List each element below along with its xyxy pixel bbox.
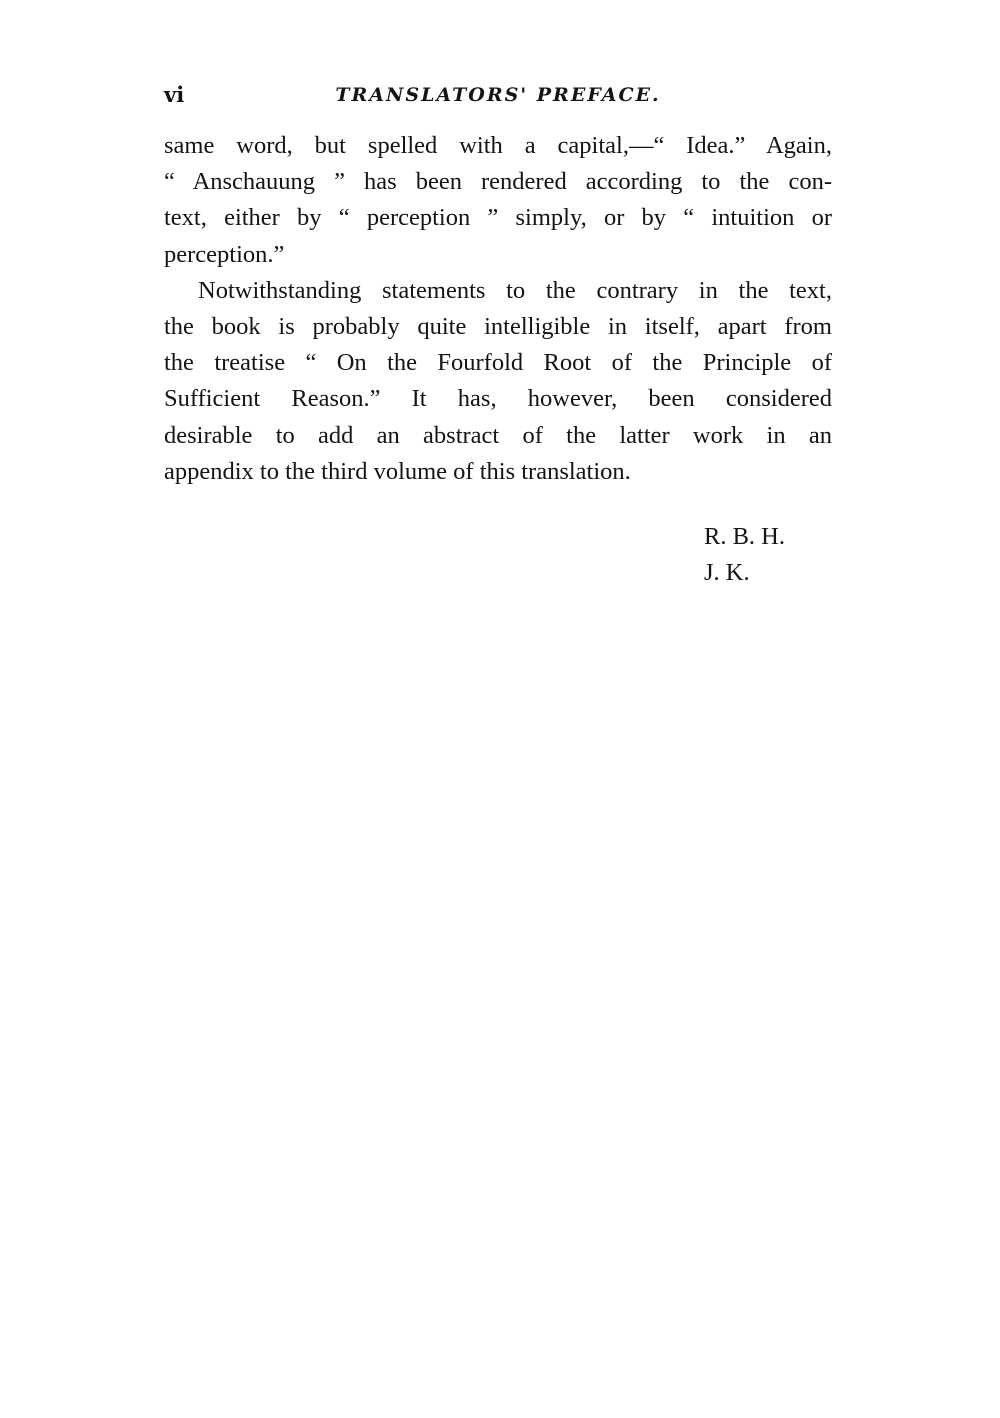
text-line: the book is probably quite intelligible in itself, apart from: [164, 312, 832, 340]
paragraph-1: [164, 128, 832, 273]
text-line: the treatise “ On the Fourfold Root of the Principle of: [164, 349, 832, 377]
text-line: text, either by “ perception ” simply, or by “ intuition or: [164, 204, 832, 232]
translator-signature: [704, 519, 785, 591]
text-line: appendix to the third volume of this translation.: [164, 457, 631, 485]
signature-initials-1: R. B. H.: [704, 523, 786, 550]
preface-body: [164, 128, 832, 490]
text-line: Notwithstanding statements to the contrary in the text,: [198, 276, 832, 304]
text-line: Sufficient Reason.” It has, however, been considered: [164, 385, 832, 413]
text-line: same word, but spelled with a capital,—“ Idea.” Again,: [164, 132, 832, 159]
running-title: TRANSLATORS' PREFACE.: [335, 84, 661, 106]
paragraph-2: [164, 273, 832, 490]
text-line: perception.”: [164, 240, 285, 268]
text-line: “ Anschauung ” has been rendered according to the con-: [164, 168, 832, 196]
signature-initials-2: J. K.: [704, 559, 750, 586]
text-line: desirable to add an abstract of the latter work in an: [164, 421, 832, 449]
running-head: [164, 80, 832, 110]
page-number: vi: [164, 82, 185, 107]
